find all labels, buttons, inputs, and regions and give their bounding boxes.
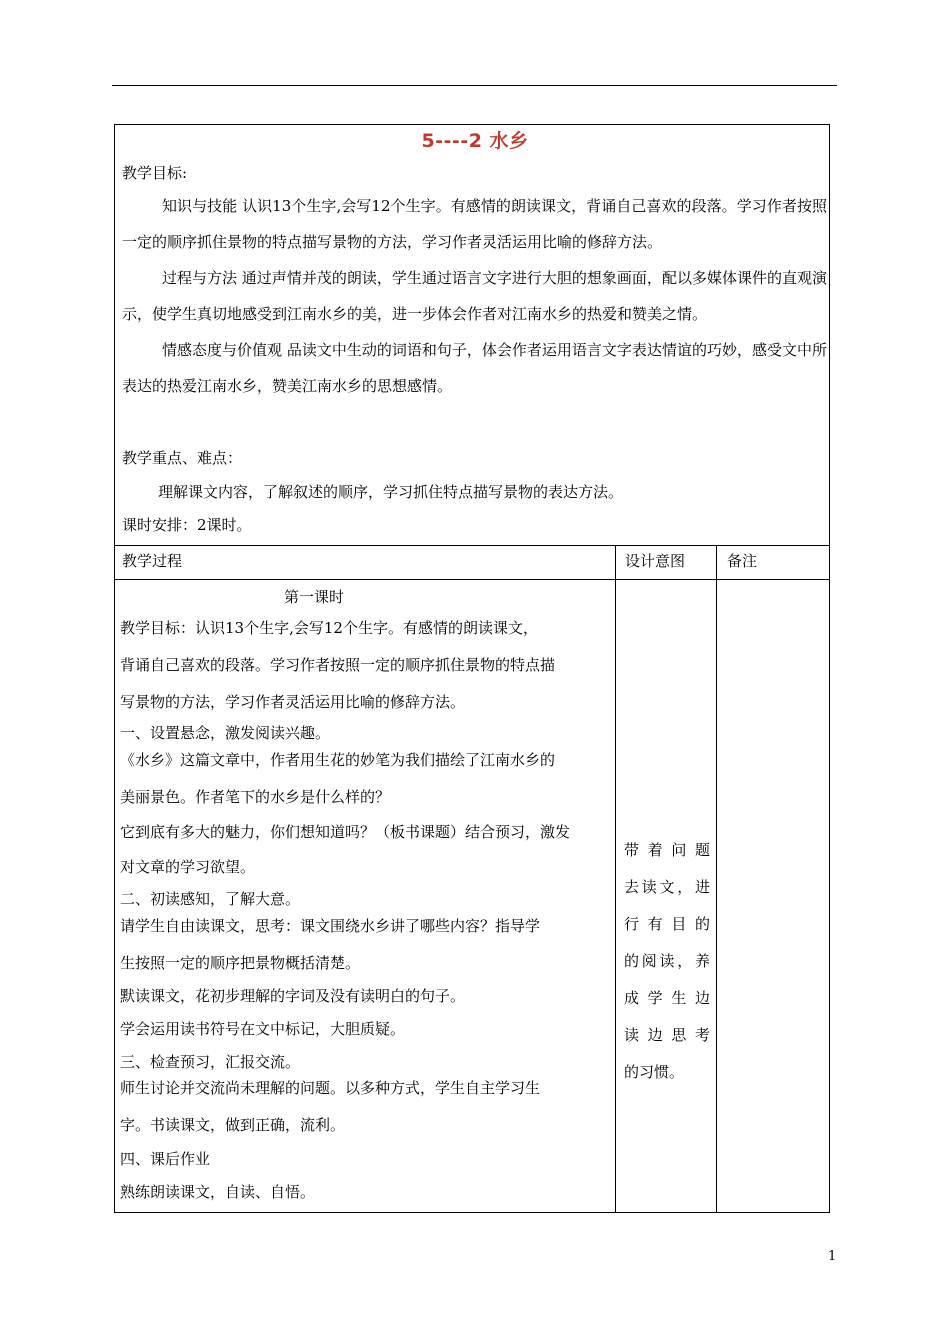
objective-knowledge: 知识与技能 认识13个生字,会写12个生字。有感情的朗读课文，背诵自己喜欢的段落。学习作者按照一定的顺序抓住景物的特点描写景物的方法，学习作者灵活运用比喻的修辞方法。 [122, 197, 827, 251]
header-rule [112, 85, 837, 86]
lesson-line: 生按照一定的顺序把景物概括清楚。 [120, 954, 361, 972]
design-intent-line: 行有目的 [624, 915, 710, 933]
lesson-line: 四、课后作业 [120, 1150, 211, 1168]
lesson-line: 美丽景色。作者笔下的水乡是什么样的？ [120, 788, 391, 806]
design-intent-line: 的阅读，养 [624, 952, 710, 970]
lesson-line: 《水乡》这篇文章中，作者用生花的妙笔为我们描绘了江南水乡的 [120, 751, 556, 769]
lesson-line: 教学目标：认识13个生字,会写12个生字。有感情的朗读课文， [120, 619, 538, 637]
design-intent-line: 读边思考 [624, 1026, 710, 1044]
page-number: 1 [828, 1249, 837, 1264]
design-intent-line: 去读文，进 [624, 878, 710, 896]
focus-heading: 教学重点、难点： [122, 449, 243, 467]
objectives-block [122, 188, 827, 404]
lesson-line: 一、设置悬念，激发阅读兴趣。 [120, 724, 331, 742]
lesson-line: 默读课文，花初步理解的字词及没有读明白的句子。 [120, 987, 466, 1005]
lesson-line: 写景物的方法，学习作者灵活运用比喻的修辞方法。 [120, 693, 466, 711]
design-intent [624, 832, 710, 1091]
schedule: 课时安排：2课时。 [122, 516, 252, 534]
header-notes: 备注 [727, 552, 758, 570]
page-title: 5----2 水乡 [421, 130, 529, 152]
lesson-line: 三、检查预习，汇报交流。 [120, 1053, 301, 1071]
lesson-line: 师生讨论并交流尚未理解的问题。以多种方式，学生自主学习生 [120, 1079, 541, 1097]
lesson-line: 背诵自己喜欢的段落。学习作者按照一定的顺序抓住景物的特点描 [120, 656, 556, 674]
column-divider-2 [716, 545, 717, 1213]
lesson-line: 熟练朗读课文，自读、自悟。 [120, 1183, 316, 1201]
objective-emotion: 情感态度与价值观 品读文中生动的词语和句子，体会作者运用语言文字表达情谊的巧妙，感受文中所表达的热爱江南水乡，赞美江南水乡的思想感情。 [122, 341, 827, 395]
lesson-line: 学会运用读书符号在文中标记，大胆质疑。 [120, 1020, 406, 1038]
header-process: 教学过程 [122, 552, 183, 570]
design-intent-line: 的习惯。 [624, 1063, 685, 1081]
lesson-line: 对文章的学习欲望。 [120, 858, 256, 876]
lesson-heading: 第一课时 [284, 588, 345, 606]
focus-text: 理解课文内容，了解叙述的顺序，学习抓住特点描写景物的表达方法。 [158, 483, 624, 501]
objectives-heading: 教学目标: [122, 164, 188, 182]
table-header-bottom-rule [114, 579, 830, 580]
lesson-line: 它到底有多大的魅力，你们想知道吗？（板书课题）结合预习，激发 [120, 823, 571, 841]
header-design: 设计意图 [625, 552, 686, 570]
design-intent-line: 成学生边 [624, 989, 710, 1007]
column-divider-1 [615, 545, 616, 1213]
design-intent-line: 带着问题 [624, 841, 710, 859]
lesson-line: 字。书读课文，做到正确，流利。 [120, 1116, 346, 1134]
objective-process: 过程与方法 通过声情并茂的朗读，学生通过语言文字进行大胆的想象画面，配以多媒体课件的直观演示，使学生真切地感受到江南水乡的美，进一步体会作者对江南水乡的热爱和赞美之情。 [122, 269, 827, 323]
lesson-line: 二、初读感知，了解大意。 [120, 890, 301, 908]
table-header-top-rule [114, 545, 830, 546]
lesson-line: 请学生自由读课文，思考：课文围绕水乡讲了哪些内容？指导学 [120, 917, 541, 935]
